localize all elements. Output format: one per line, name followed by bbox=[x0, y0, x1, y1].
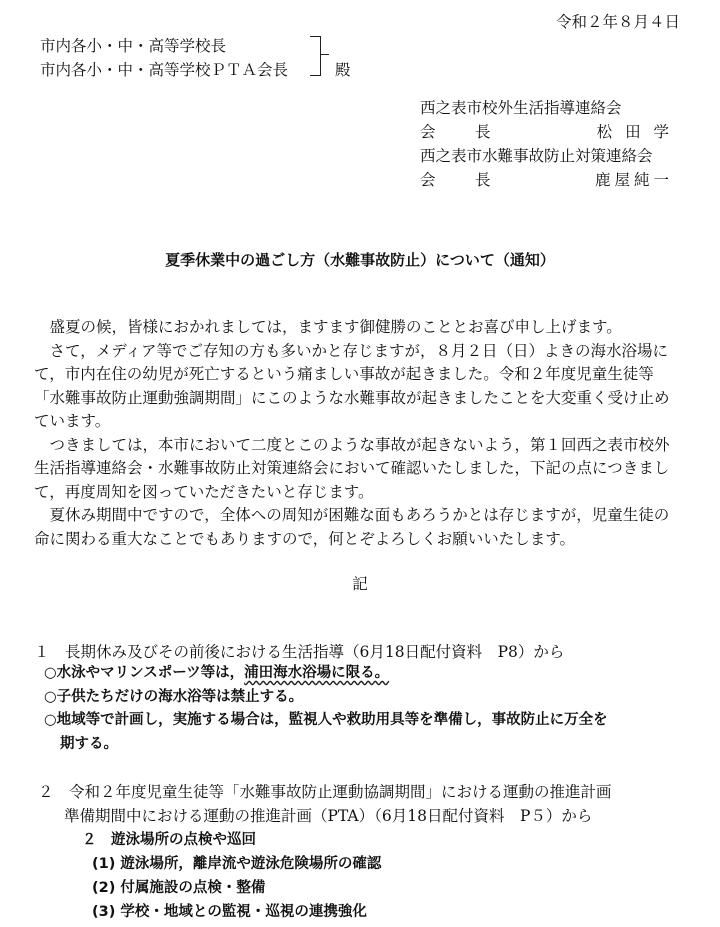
sender-name-2: 鹿屋純一 bbox=[594, 171, 673, 189]
addressee-pta-chairs: 市内各小・中・高等学校ＰＴＡ会長 bbox=[40, 61, 289, 79]
sender-org-1: 西之表市校外生活指導連絡会 bbox=[420, 99, 622, 117]
bullet-item bbox=[44, 709, 608, 733]
bullet-text: ○子供たちだけの海水浴等は禁止する。 bbox=[44, 688, 304, 705]
section-2-item-title: ２ 遊泳場所の点検や巡回 bbox=[82, 832, 256, 848]
paragraph: さて，メディア等でご存知の方も多いかと存じますが，８月２日（日）よきの海水浴場にて，市内在住の幼児が死亡するという痛ましい事故が起きました。令和２年度児童生徒等「水難事故防止運動強調期間」にこのような水難事故が起きましたことを大変重く受け止めています。 bbox=[34, 341, 670, 430]
ki-heading: 記 bbox=[352, 575, 368, 593]
paragraph: つきましては，本市において二度とこのような事故が起きないよう，第１回西之表市校外生活指導連絡会・水難事故防止対策連絡会において確認いたしました，下記の点につきまして，再度周知を図っていただきたいと存じます。 bbox=[34, 435, 670, 501]
list-item: (3) 学校・地域との監視・巡視の連携強化 bbox=[92, 904, 367, 920]
body-text bbox=[34, 316, 684, 551]
addressee-brace bbox=[310, 36, 321, 76]
bullet-text: ○水泳やマリンスポーツ等は， bbox=[44, 665, 245, 681]
paragraph: 盛夏の候，皆様におかれましては，ますます御健勝のこととお喜び申し上げます。 bbox=[49, 318, 622, 336]
bullet-item bbox=[44, 686, 608, 710]
sender-row-2 bbox=[420, 168, 673, 192]
date: 令和２年８月４日 bbox=[555, 13, 680, 31]
list-item: (1) 遊泳場所，離岸流や遊泳危険場所の確認 bbox=[92, 856, 382, 872]
bullet-emphasis: 浦田海水浴場に限る。 bbox=[244, 665, 390, 681]
addressee-principals: 市内各小・中・高等学校長 bbox=[40, 37, 227, 55]
list-item: (2) 付属施設の点検・整備 bbox=[92, 880, 266, 896]
sender-block bbox=[420, 96, 673, 192]
sender-name-1: 松 田 学 bbox=[596, 123, 673, 141]
bullet-item bbox=[44, 662, 608, 686]
section-2-subheading: 準備期間中における運動の推進計画（PTA）（6月18日配付資料 P５）から bbox=[64, 807, 593, 825]
sender-title-2: 会 長 bbox=[420, 171, 503, 189]
document-title: 夏季休業中の過ごし方（水難事故防止）について（通知） bbox=[165, 251, 555, 269]
bullet-continuation: 期する。 bbox=[60, 735, 118, 752]
bullet-text: ○地域等で計画し，実施する場合は，監視人や救助用具等を準備し，事故防止に万全を bbox=[44, 712, 608, 728]
honorific: 殿 bbox=[335, 61, 351, 79]
sender-org-2: 西之表市水難事故防止対策連絡会 bbox=[420, 147, 653, 165]
section-2-heading: ２ 令和２年度児童生徒等「水難事故防止運動協調期間」における運動の推進計画 bbox=[38, 783, 612, 801]
section-1-heading: １ 長期休み及びその前後における生活指導（6月18日配付資料 P8）から bbox=[34, 643, 565, 661]
sender-title-1: 会 長 bbox=[420, 123, 503, 141]
section-2-items bbox=[92, 852, 381, 924]
sender-row-1 bbox=[420, 120, 673, 144]
section-1-bullets bbox=[44, 662, 608, 756]
paragraph: 夏休み期間中ですので，全体への周知が困難な面もあろうかとは存じますが，児童生徒の命に関わる重大なことでもありますので，何とぞよろしくお願いいたします。 bbox=[34, 506, 670, 548]
